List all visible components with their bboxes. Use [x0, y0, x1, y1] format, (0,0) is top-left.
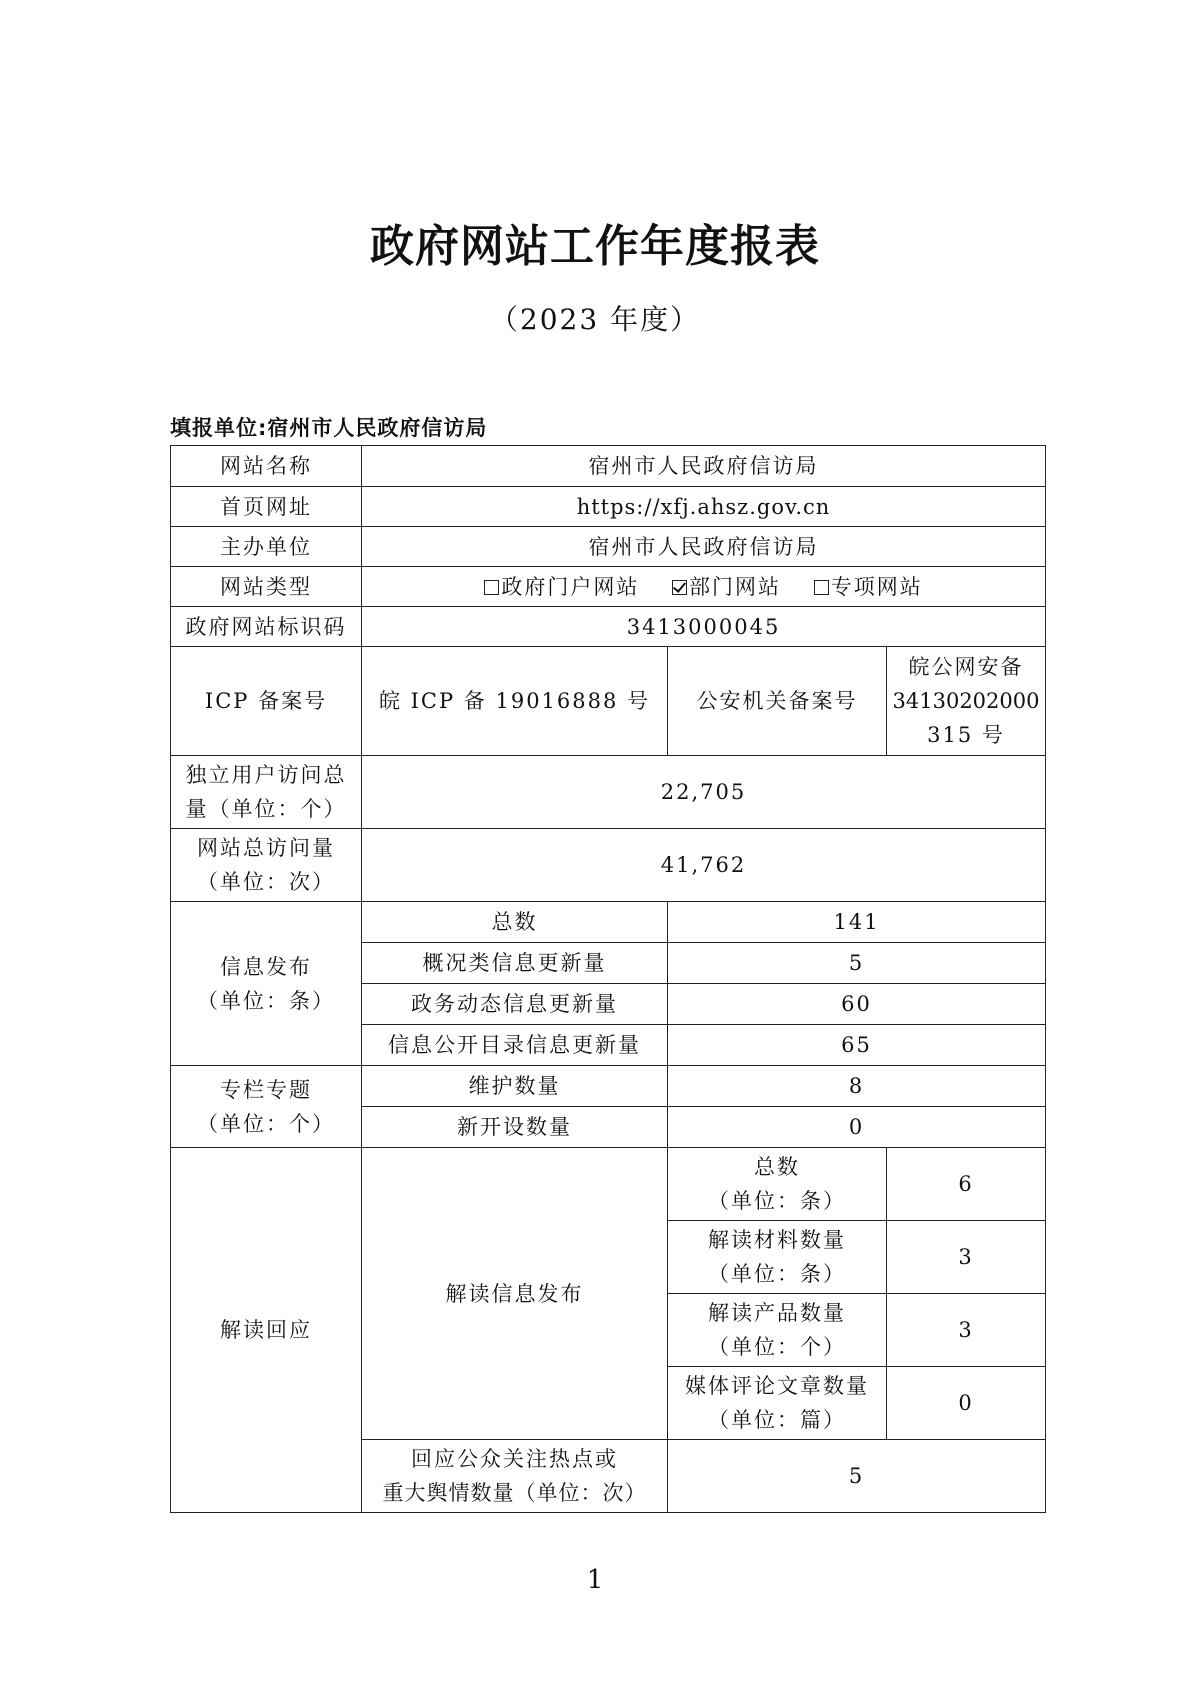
table-row: [171, 567, 1046, 607]
interpretation-item-label: [668, 1367, 887, 1440]
police-record-label: 公安机关备案号: [668, 647, 887, 756]
label-line: 专栏专题: [220, 1077, 312, 1102]
columns-item-label: 维护数量: [362, 1066, 668, 1107]
info-release-item-label: 信息公开目录信息更新量: [362, 1025, 668, 1066]
label-line: 解读产品数量: [708, 1301, 846, 1325]
report-table: [170, 445, 1046, 1513]
label-line: （单位：篇）: [708, 1408, 846, 1432]
filing-unit: 填报单位:宿州市人民政府信访局: [170, 416, 488, 440]
checkbox-checked-icon[interactable]: [672, 580, 687, 595]
option-label: 专项网站: [830, 574, 923, 599]
site-type-label: 网站类型: [171, 567, 362, 607]
site-name-label: 网站名称: [171, 446, 362, 487]
police-record-line: 315 号: [927, 723, 1005, 747]
interpretation-label: 解读回应: [171, 1148, 362, 1513]
homepage-value: https://xfj.ahsz.gov.cn: [362, 487, 1046, 527]
option-label: 部门网站: [689, 574, 782, 599]
label-line: （单位：个）: [197, 1111, 335, 1136]
label-line: 重大舆情数量（单位：次）: [382, 1481, 647, 1505]
icp-label: ICP 备案号: [171, 647, 362, 756]
site-type-option-department[interactable]: [672, 570, 781, 604]
police-record-line: 34130202000: [892, 689, 1040, 713]
interpretation-item-value: 6: [887, 1148, 1046, 1221]
table-row: [171, 607, 1046, 647]
host-unit-label: 主办单位: [171, 527, 362, 567]
columns-item-label: 新开设数量: [362, 1107, 668, 1148]
label-line: （单位：条）: [197, 988, 335, 1013]
interpretation-item-label: [668, 1148, 887, 1221]
table-row: [171, 829, 1046, 902]
total-visits-label: [171, 829, 362, 902]
label-line: （单位：条）: [708, 1189, 846, 1213]
table-row: [171, 446, 1046, 487]
response-value: 5: [668, 1440, 1046, 1513]
interpretation-item-label: [668, 1221, 887, 1294]
label-line: （单位：条）: [708, 1262, 846, 1286]
unique-visitors-value: 22,705: [362, 756, 1046, 829]
page-title: 政府网站工作年度报表: [370, 221, 820, 272]
columns-label: [171, 1066, 362, 1148]
label-line: 信息发布: [220, 954, 312, 979]
icp-value: 皖 ICP 备 19016888 号: [362, 647, 668, 756]
table-row: [171, 1066, 1046, 1107]
option-label: 政府门户网站: [501, 574, 640, 599]
info-release-item-value: 141: [668, 902, 1046, 943]
police-record-value: [887, 647, 1046, 756]
site-id-value: 3413000045: [362, 607, 1046, 647]
interpretation-item-value: 0: [887, 1367, 1046, 1440]
table-row: [171, 647, 1046, 756]
label-line: 独立用户访问总: [185, 763, 347, 787]
site-type-option-special[interactable]: [814, 570, 923, 604]
interpretation-item-value: 3: [887, 1221, 1046, 1294]
total-visits-value: 41,762: [362, 829, 1046, 902]
interpretation-item-label: [668, 1294, 887, 1367]
info-release-item-label: 政务动态信息更新量: [362, 984, 668, 1025]
site-type-option-portal[interactable]: [484, 570, 639, 604]
info-release-item-value: 60: [668, 984, 1046, 1025]
table-row: [171, 527, 1046, 567]
table-row: [171, 756, 1046, 829]
site-id-label: 政府网站标识码: [171, 607, 362, 647]
info-release-label: [171, 902, 362, 1066]
info-release-item-label: 概况类信息更新量: [362, 943, 668, 984]
homepage-label: 首页网址: [171, 487, 362, 527]
columns-item-value: 8: [668, 1066, 1046, 1107]
site-name-value: 宿州市人民政府信访局: [362, 446, 1046, 487]
site-type-options: [362, 567, 1046, 607]
info-release-item-value: 5: [668, 943, 1046, 984]
label-line: （单位：次）: [197, 870, 335, 894]
label-line: 回应公众关注热点或: [411, 1447, 618, 1471]
label-line: 网站总访问量: [197, 836, 335, 860]
columns-item-value: 0: [668, 1107, 1046, 1148]
label-line: 量（单位：个）: [185, 797, 347, 821]
label-line: （单位：个）: [708, 1335, 846, 1359]
label-line: 总数: [754, 1155, 800, 1179]
interpretation-sub-label: 解读信息发布: [362, 1148, 668, 1440]
table-row: [171, 487, 1046, 527]
label-line: 媒体评论文章数量: [685, 1374, 869, 1398]
unique-visitors-label: [171, 756, 362, 829]
host-unit-value: 宿州市人民政府信访局: [362, 527, 1046, 567]
response-label: [362, 1440, 668, 1513]
police-record-line: 皖公网安备: [908, 655, 1024, 679]
interpretation-item-value: 3: [887, 1294, 1046, 1367]
info-release-item-label: 总数: [362, 902, 668, 943]
page-number: 1: [586, 1565, 604, 1595]
checkbox-icon[interactable]: [814, 580, 829, 595]
info-release-item-value: 65: [668, 1025, 1046, 1066]
report-year: （2023 年度）: [489, 303, 701, 336]
table-row: [171, 902, 1046, 943]
label-line: 解读材料数量: [708, 1228, 846, 1252]
table-row: [171, 1148, 1046, 1221]
checkbox-icon[interactable]: [484, 580, 499, 595]
